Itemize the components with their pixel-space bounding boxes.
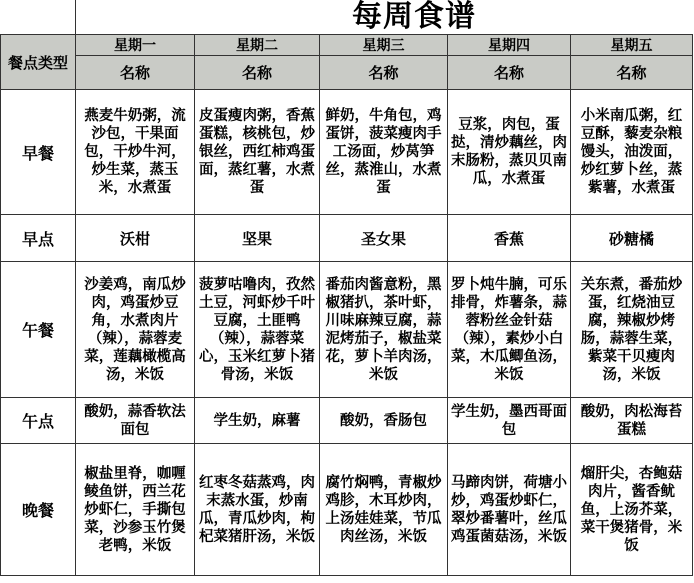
afternoon-snack-row xyxy=(1,398,693,444)
menu-cell: 菠萝咕噜肉，孜然土豆，河虾炒千叶豆腐，土匪鸭（辣），蒜蓉菜心，玉米红萝卜猪骨汤，米饭 xyxy=(195,262,320,398)
name-header: 名称 xyxy=(320,56,448,90)
title-divider xyxy=(75,0,76,34)
name-header: 名称 xyxy=(76,56,195,90)
lunch-row xyxy=(1,262,693,398)
weekly-menu-table xyxy=(0,34,693,576)
day-header-tue: 星期二 xyxy=(195,35,320,56)
menu-cell: 酸奶，肉松海苔蛋糕 xyxy=(571,398,693,444)
menu-cell: 学生奶，墨西哥面包 xyxy=(448,398,571,444)
row-label-afternoon-snack: 午点 xyxy=(1,398,76,444)
menu-cell: 椒盐里脊，咖喱鲮鱼饼，西兰花炒虾仁，手撕包菜，沙参玉竹煲老鸭，米饭 xyxy=(76,444,195,576)
row-label-breakfast: 早餐 xyxy=(1,90,76,215)
menu-cell: 香蕉 xyxy=(448,215,571,262)
menu-cell: 番茄肉酱意粉，黑椒猪扒，茶叶虾，川味麻辣豆腐，蒜泥烤茄子，椒盐菜花，萝卜羊肉汤，米饭 xyxy=(320,262,448,398)
menu-cell: 罗卜炖牛腩，可乐排骨，炸薯条，蒜蓉粉丝金针菇（辣），素炒小白菜，木瓜鲫鱼汤，米饭 xyxy=(448,262,571,398)
row-label-morning-snack: 早点 xyxy=(1,215,76,262)
menu-cell: 燕麦牛奶粥，流沙包，干果面包，干炒牛河，炒生菜，蒸玉米，水煮蛋 xyxy=(76,90,195,215)
name-header: 名称 xyxy=(448,56,571,90)
day-header-row xyxy=(1,35,693,56)
name-header-row xyxy=(1,56,693,90)
menu-cell: 砂糖橘 xyxy=(571,215,693,262)
menu-cell: 关东煮，番茄炒蛋，红烧油豆腐，辣椒炒烤肠，蒜蓉生菜，紫菜干贝瘦肉汤，米饭 xyxy=(571,262,693,398)
breakfast-row xyxy=(1,90,693,215)
menu-cell: 酸奶，香肠包 xyxy=(320,398,448,444)
row-label-lunch: 午餐 xyxy=(1,262,76,398)
menu-cell: 沙姜鸡，南瓜炒肉，鸡蛋炒豆角，水煮肉片（辣），蒜蓉麦菜，莲藕橄榄高汤，米饭 xyxy=(76,262,195,398)
day-header-wed: 星期三 xyxy=(320,35,448,56)
menu-cell: 圣女果 xyxy=(320,215,448,262)
day-header-thu: 星期四 xyxy=(448,35,571,56)
row-label-dinner: 晚餐 xyxy=(1,444,76,576)
menu-cell: 沃柑 xyxy=(76,215,195,262)
menu-cell: 马蹄肉饼，荷塘小炒，鸡蛋炒虾仁，翠炒番薯叶，丝瓜鸡蛋菌菇汤，米饭 xyxy=(448,444,571,576)
day-header-fri: 星期五 xyxy=(571,35,693,56)
menu-cell: 腐竹焖鸭，青椒炒鸡胗，木耳炒肉，上汤娃娃菜，节瓜肉丝汤，米饭 xyxy=(320,444,448,576)
name-header: 名称 xyxy=(195,56,320,90)
dinner-row xyxy=(1,444,693,576)
day-header-mon: 星期一 xyxy=(76,35,195,56)
menu-cell: 豆浆，肉包，蛋挞，清炒藕丝，肉末肠粉，蒸贝贝南瓜，水煮蛋 xyxy=(448,90,571,215)
menu-cell: 红枣冬菇蒸鸡，肉末蒸水蛋，炒南瓜，青瓜炒肉，枸杞菜猪肝汤，米饭 xyxy=(195,444,320,576)
menu-cell: 小米南瓜粥，红豆酥，藜麦杂粮馒头，油泼面，炒红萝卜丝，蒸紫薯，水煮蛋 xyxy=(571,90,693,215)
menu-cell: 鲜奶，牛角包，鸡蛋饼，菠菜瘦肉手工汤面，炒莴笋丝，蒸淮山，水煮蛋 xyxy=(320,90,448,215)
name-header: 名称 xyxy=(571,56,693,90)
menu-cell: 熘肝尖，杏鲍菇肉片，酱香鱿鱼，上汤芥菜，菜干煲猪骨，米饭 xyxy=(571,444,693,576)
menu-cell: 坚果 xyxy=(195,215,320,262)
page-title: 每周食谱 xyxy=(352,0,476,34)
menu-cell: 酸奶，蒜香软法面包 xyxy=(76,398,195,444)
menu-cell: 学生奶，麻薯 xyxy=(195,398,320,444)
morning-snack-row xyxy=(1,215,693,262)
meal-type-header: 餐点类型 xyxy=(1,35,76,90)
menu-cell: 皮蛋瘦肉粥，香蕉蛋糕，核桃包，炒银丝，西红柿鸡蛋面，蒸红薯，水煮蛋 xyxy=(195,90,320,215)
